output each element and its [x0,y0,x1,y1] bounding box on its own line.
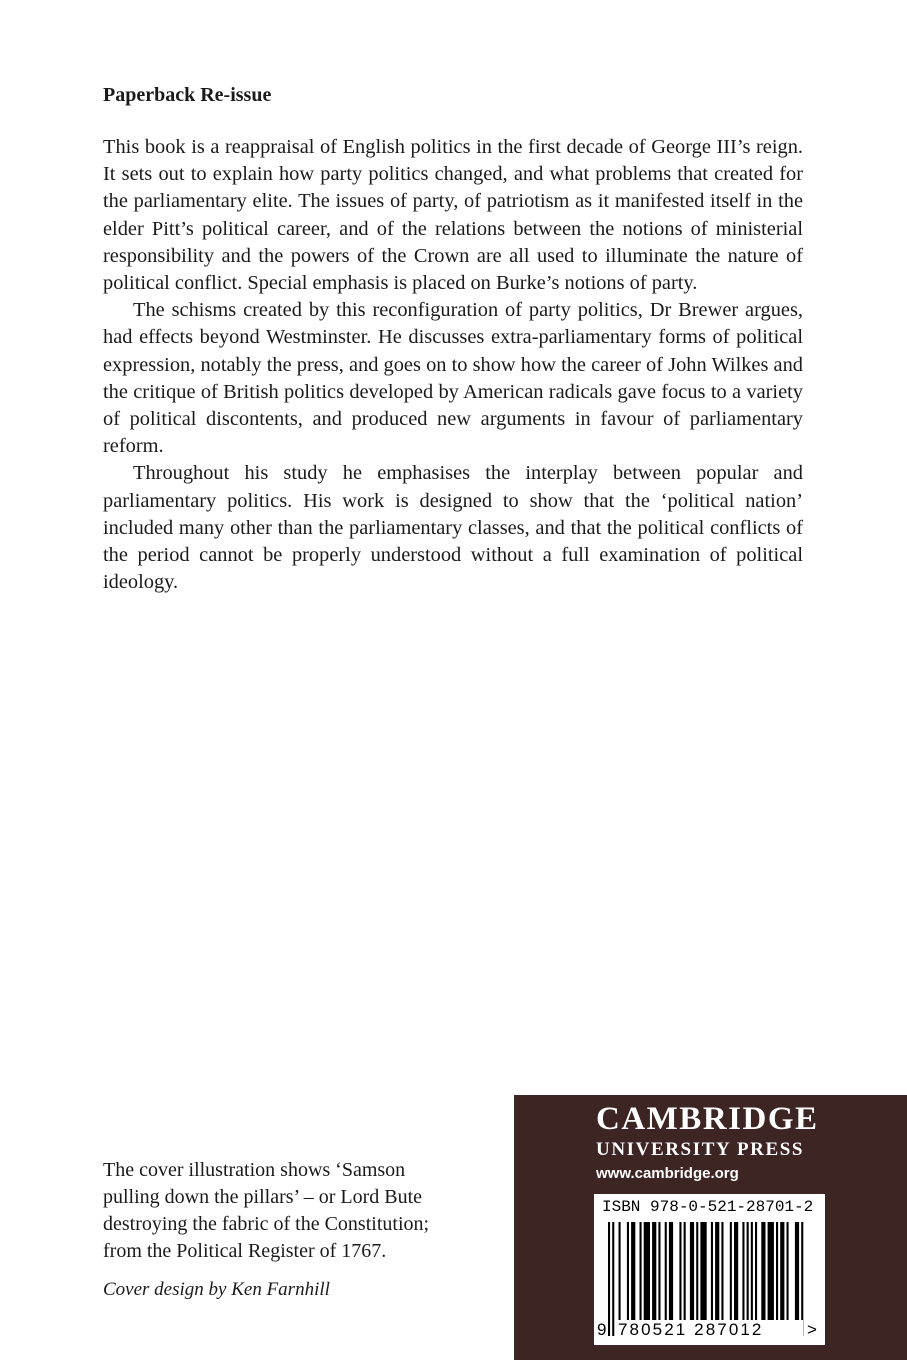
heading: Paperback Re-issue [103,84,272,106]
publisher-box [514,1095,907,1360]
publisher-name: CAMBRIDGE [596,1101,819,1137]
barcode-arrow: > [807,1320,817,1339]
barcode-lead-digit: 9 [597,1320,607,1339]
publisher-subtitle: UNIVERSITY PRESS [596,1139,805,1160]
publisher-url: www.cambridge.org [596,1165,739,1182]
blurb-paragraph: The schisms created by this reconfiguration of party politics, Dr Brewer argues, had effects beyond Westminster. He discusses extra-parliamentary forms of political expression, notably the press, and goes on to show how the career of John Wilkes and the critique of British politics developed by American radicals gave focus to a variety of political discontents, and produced new arguments in favour of parliamentary reform. [103,299,803,458]
barcode-icon [608,1222,804,1336]
barcode-panel [594,1194,825,1345]
cover-caption: The cover illustration shows ‘Samson pulling down the pillars’ – or Lord Bute destroying the fabric of the Constitution; from the Political Register of 1767. [103,1159,430,1262]
blurb-paragraph: Throughout his study he emphasises the interplay between popular and parliamentary politics. His work is designed to show that the ‘political nation’ included many other than the parliamentary classes, and that the political conflicts of the period cannot be properly understood without a full examination of political ideology. [103,462,803,594]
blurb-paragraph: This book is a reappraisal of English politics in the first decade of George III’s reign. It sets out to explain how party politics changed, and what problems that created for the parliamentary elite. The issues of party, of patriotism as it manifested itself in the elder Pitt’s political career, and of the relations between the notions of ministerial responsibility and the powers of the Crown are all used to illuminate the nature of political conflict. Special emphasis is placed on Burke’s notions of party. [103,136,803,295]
barcode-digits: 780521 287012 [618,1320,803,1340]
cover-credit: Cover design by Ken Farnhill [103,1279,330,1300]
blurb [103,134,803,596]
isbn-number: ISBN 978-0-521-28701-2 [602,1198,814,1216]
